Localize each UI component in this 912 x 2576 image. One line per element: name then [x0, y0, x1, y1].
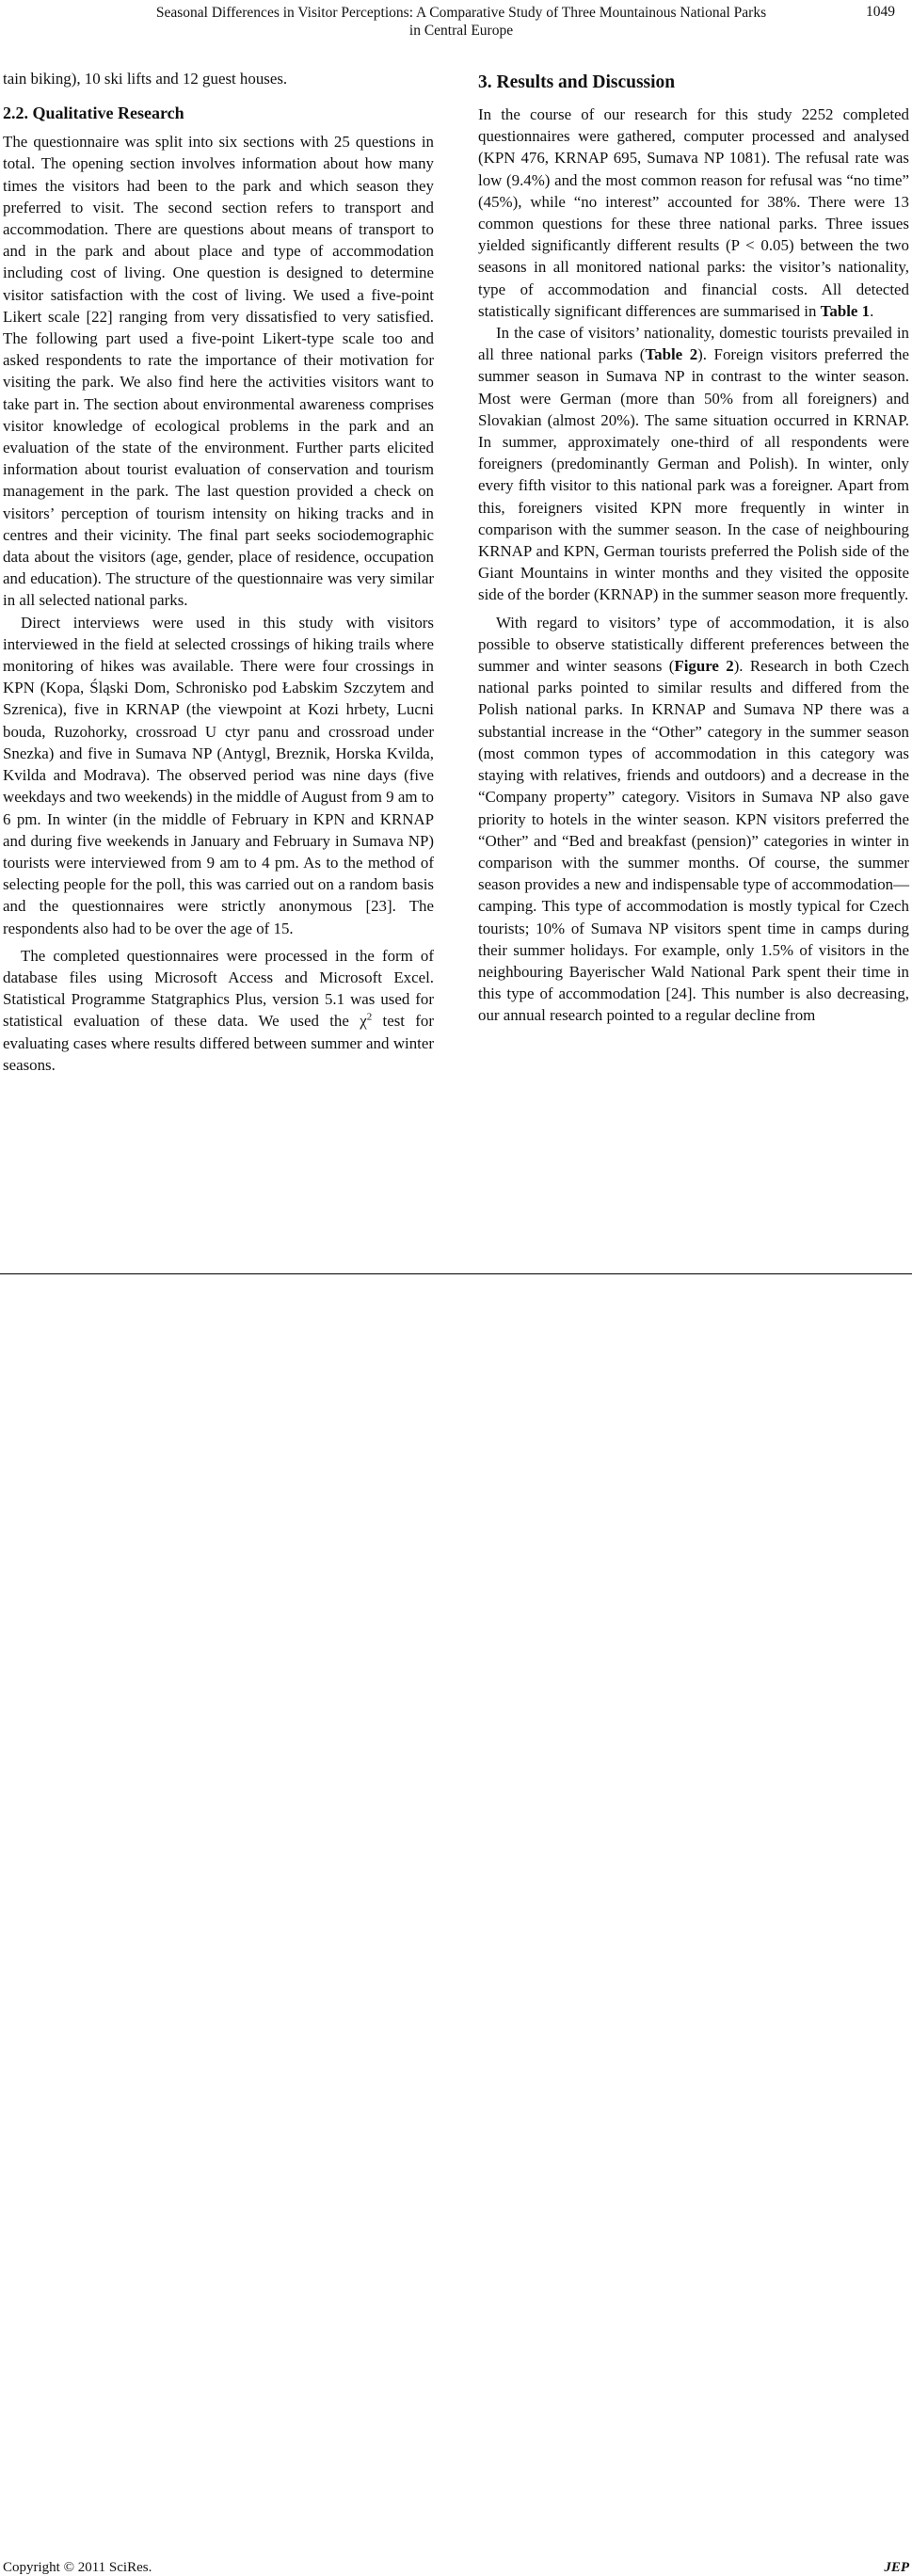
subsection-heading: 2.2. Qualitative Research — [3, 104, 184, 123]
paragraph-nationality — [478, 322, 909, 606]
chi-square-superscript: 2 — [366, 1011, 373, 1023]
carryover-text: tain biking), 10 ski lifts and 12 guest houses. — [3, 70, 288, 88]
nationality-text-part2: ). Foreign visitors preferred the summer season in Sumava NP in contrast to the winter season. Most were German (more than 50% from all foreigners) and Slovakian (almost 20%). The same situation occurred in KRNAP. In summer, approximately one-third of all respondents were foreigners (predominantly German and Polish). In winter, only every fifth visitor to this national park was a foreigner. Apart from this, foreigners visited KPN more frequently in winter in comparison with the summer season. In the case of neighbouring KRNAP and KPN, German tourists preferred the Polish side of the Giant Mountains in winter months and they visited the opposite side of the border (KRNAP) in the summer season more frequently. — [478, 345, 909, 604]
journal-abbreviation: JEP — [884, 2560, 909, 2575]
running-title-line-1: Seasonal Differences in Visitor Perceptions: A Comparative Study of Three Mountainous National Parks — [155, 5, 767, 21]
figure-2-reference: Figure 2 — [674, 657, 734, 676]
page-number: 1049 — [866, 4, 895, 20]
processing-text-part1: The completed questionnaires were processed in the form of database files using Microsoft Access and Microsoft Excel. Statistical Programme Statgraphics Plus, version 5.1 was used for statistical evaluation of these data. We used the χ — [3, 946, 434, 1031]
paragraph-questionnaire: The questionnaire was split into six sections with 25 questions in total. The opening section involves information about how many times the visitors had been to the park and which season they preferred to visit. The second section refers to transport and accommodation. There are questions about means of transport to and in the park and about place and type of accommodation including cost of living. One question is designed to determine visitor satisfaction with the cost of living. We used a five-point Likert scale [22] ranging from very dissatisfied to very satisfied. The following part used a five-point Likert-type scale too and asked respondents to rate the importance of their motivation for visiting the park. We also find here the activities visitors want to take part in. The section about environmental awareness comprises visitor knowledge of ecological problems in the park and an evaluation of the state of the environment. Further parts elicited information about tourist evaluation of conservation and tourism management in the park. The last question provided a check on visitors’ perception of tourism intensity on hiking tracks and in centres and their vicinity. The final part seeks sociodemographic data about the visitors (age, gender, place of residence, occupation and education). The structure of the questionnaire was very similar in all selected national parks. — [3, 133, 434, 610]
running-title — [141, 4, 781, 40]
footer-rule — [0, 1273, 912, 1274]
table-1-reference: Table 1 — [820, 301, 871, 320]
paragraph-accommodation — [478, 612, 909, 1027]
copyright-notice: Copyright © 2011 SciRes. — [3, 2560, 152, 2575]
nationality-text-part1: In the case of visitors’ nationality, domestic tourists prevailed in all three national parks ( — [478, 324, 909, 364]
running-header — [0, 0, 912, 41]
page-footer — [0, 1278, 912, 2575]
running-title-line-2: in Central Europe — [408, 23, 514, 39]
left-column — [3, 68, 434, 1076]
results-text-part1: In the course of our research for this study 2252 completed questionnaires were gathered, computer processed and analysed (KPN 476, KRNAP 695, Sumava NP 1081). The refusal rate was low (9.4%) and the most common reason for refusal was “no time” (45%), while “no interest” accounted for 38%. There were 13 common questions for these three national parks. Three issues yielded significantly different results (P < 0.05) between the two seasons in all monitored national parks: the visitor’s nationality, type of accommodation and financial costs. All detected statistically significant differences are summarised in — [478, 105, 909, 320]
section-heading: 3. Results and Discussion — [478, 72, 676, 92]
table-2-reference: Table 2 — [645, 345, 698, 364]
right-column — [478, 68, 909, 1027]
paragraph-results — [478, 104, 909, 322]
accommodation-text-part2: ). Research in both Czech national parks pointed to similar results and differed from the Polish national parks. In KRNAP and Sumava NP there was a substantial increase in the “Other” category in the summer season (most common types of accommodation in this category was staying with relatives, friends and outdoors) and a decrease in the “Company property” category. Visitors in Sumava NP also gave priority to hotels in the winter season. KPN visitors preferred the “Other” and “Bed and breakfast (pension)” categories in winter in comparison with the summer months. Of course, the summer season provides a new and indispensable type of accommodation—camping. This type of accommodation is mostly typical for Czech tourists; 10% of Sumava NP visitors spent time in camps during their summer holidays. For example, only 1.5% of visitors in the neighbouring Bayerischer Wald National Park spent their time in this type of accommodation [24]. This number is also decreasing, our annual research pointed to a regular decline from — [478, 657, 909, 1025]
results-text-part2: . — [870, 301, 874, 320]
accommodation-text-part1: With regard to visitors’ type of accommodation, it is also possible to observe statistically different preferences between the summer and winter seasons ( — [478, 613, 909, 676]
paragraph-interviews: Direct interviews were used in this study with visitors interviewed in the field at selected crossings of hiking trails where monitoring of hikes was available. There were four crossings in KPN (Kopa, Śląski Dom, Schronisko pod Łabskim Szczytem and Szrenica), five in KRNAP (the viewpoint at Kozi hrbety, Lucni bouda, Ruzohorky, crossroad U ctyr panu and crossroad under Snezka) and five in Sumava NP (Antygl, Breznik, Horska Kvilda, Kvilda and Modrava). The observed period was nine days (five weekdays and two weekends) in the middle of August from 9 am to 6 pm. In winter (in the middle of February in KPN and KRNAP and during five weekends in January and February in Sumava NP) tourists were interviewed from 9 am to 4 pm. As to the method of selecting people for the poll, this was carried out on a random basis and the questionnaires were strictly anonymous [23]. The respondents also had to be over the age of 15. — [3, 613, 434, 937]
paragraph-processing — [3, 945, 434, 1076]
processing-text-part2: test for evaluating cases where results differed between summer and winter seasons. — [3, 1012, 434, 1074]
